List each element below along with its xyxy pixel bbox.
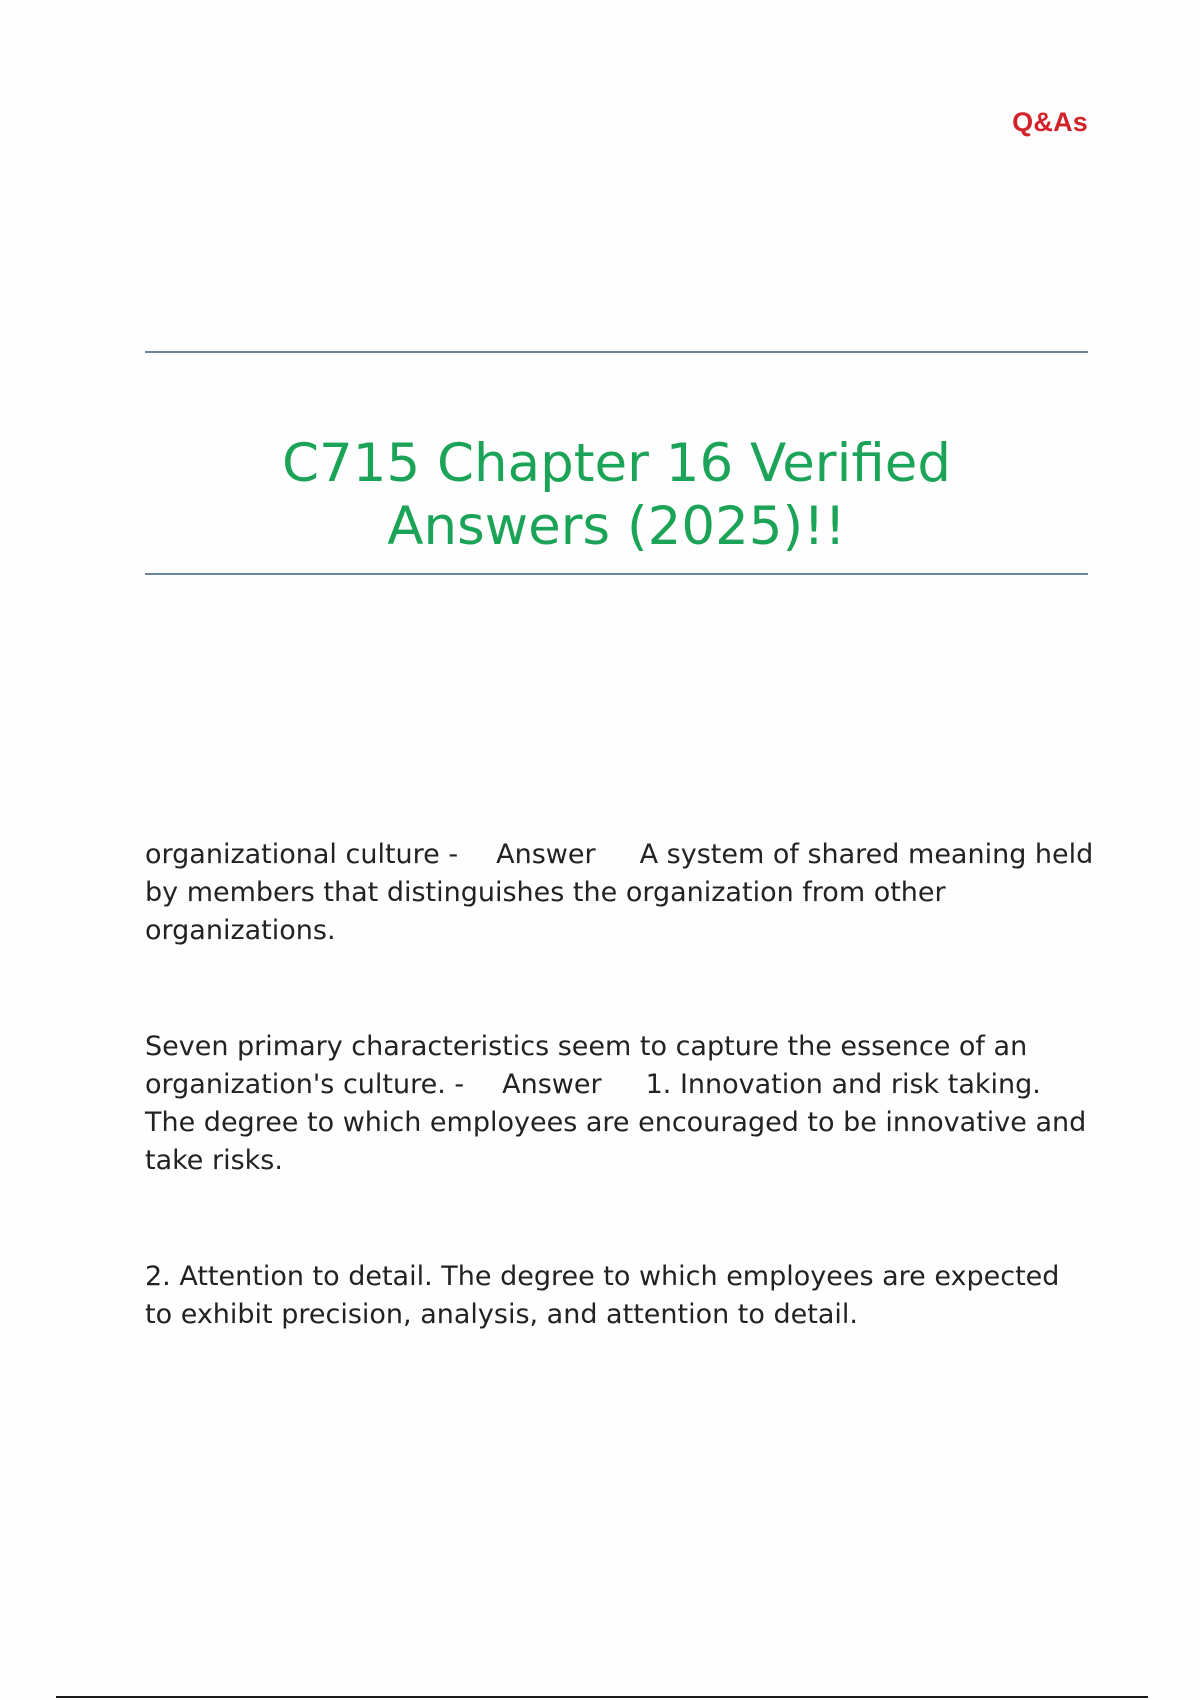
qa-answer: 1. Innovation and risk taking. The degree to which employees are encouraged to be innovative and take risks.	[145, 1069, 1087, 1176]
title-top-rule	[145, 351, 1088, 353]
qa-content	[145, 836, 1095, 1412]
document-title	[145, 432, 1088, 558]
qa-answer-continuation: 2. Attention to detail. The degree to which employees are expected to exhibit precision, analysis, and attention to detail.	[145, 1261, 1060, 1330]
qa-answer: A system of shared meaning held by members that distinguishes the organization from other organizations.	[145, 839, 1094, 946]
qa-header-tag: Q&As	[1012, 107, 1088, 137]
title-line-2: Answers (2025)!!	[387, 496, 846, 557]
qa-entry	[145, 1028, 1095, 1180]
qa-answer-label: Answer	[496, 839, 596, 870]
page-footer-rule	[56, 1696, 1148, 1698]
qa-term: organizational culture	[145, 839, 440, 870]
qa-answer-label: Answer	[502, 1069, 602, 1100]
title-bottom-rule	[145, 573, 1088, 575]
qa-term: Seven primary characteristics seem to capture the essence of an organization's culture.	[145, 1031, 1028, 1100]
qa-separator: -	[448, 839, 459, 870]
title-line-1: C715 Chapter 16 Verified	[282, 433, 951, 494]
qa-entry	[145, 836, 1095, 950]
qa-separator: -	[454, 1069, 465, 1100]
